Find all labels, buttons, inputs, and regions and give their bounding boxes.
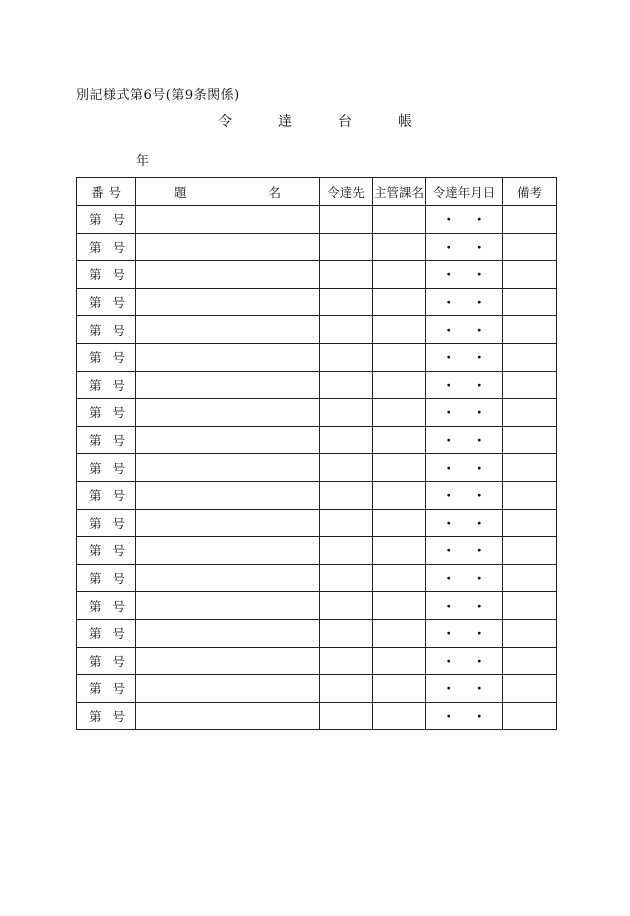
number-suffix: 号 xyxy=(112,295,125,311)
date-separator: ・ xyxy=(473,626,486,642)
table-row xyxy=(77,454,557,482)
table-row xyxy=(77,564,557,592)
number-prefix: 第 xyxy=(89,377,102,393)
header-row xyxy=(77,178,557,206)
date-separator: ・ xyxy=(442,239,455,255)
year-label: 年 xyxy=(136,154,150,169)
date-separator: ・ xyxy=(442,350,455,366)
number-suffix: 号 xyxy=(112,212,125,228)
remarks-cell[interactable] xyxy=(503,288,557,316)
table-row xyxy=(77,343,557,371)
date-separator: ・ xyxy=(473,681,486,697)
remarks-cell[interactable] xyxy=(503,261,557,289)
date-cell[interactable] xyxy=(426,592,503,620)
recipient-cell[interactable] xyxy=(320,399,373,427)
subject-cell[interactable] xyxy=(136,537,320,565)
title-char: 令 xyxy=(218,114,232,130)
number-cell[interactable] xyxy=(77,564,136,592)
date-separator: ・ xyxy=(473,322,486,338)
date-separator: ・ xyxy=(473,515,486,531)
table-row xyxy=(77,481,557,509)
recipient-cell[interactable] xyxy=(320,647,373,675)
date-separator: ・ xyxy=(473,239,486,255)
subject-cell[interactable] xyxy=(136,702,320,730)
number-prefix: 第 xyxy=(89,239,102,255)
number-cell[interactable] xyxy=(77,371,136,399)
column-header-recipient: 令達先 xyxy=(320,178,373,206)
table-row xyxy=(77,675,557,703)
date-separator: ・ xyxy=(442,433,455,449)
date-separator: ・ xyxy=(442,267,455,283)
date-separator: ・ xyxy=(442,295,455,311)
department-cell[interactable] xyxy=(373,619,426,647)
number-suffix: 号 xyxy=(112,653,125,669)
number-suffix: 号 xyxy=(112,350,125,366)
date-separator: ・ xyxy=(473,212,486,228)
number-cell[interactable] xyxy=(77,481,136,509)
date-separator: ・ xyxy=(473,488,486,504)
number-cell[interactable] xyxy=(77,343,136,371)
recipient-cell[interactable] xyxy=(320,343,373,371)
date-cell[interactable] xyxy=(426,481,503,509)
date-cell[interactable] xyxy=(426,233,503,261)
subject-cell[interactable] xyxy=(136,371,320,399)
ledger-table xyxy=(76,177,557,730)
subject-cell[interactable] xyxy=(136,343,320,371)
recipient-cell[interactable] xyxy=(320,537,373,565)
date-cell[interactable] xyxy=(426,316,503,344)
date-separator: ・ xyxy=(442,571,455,587)
date-separator: ・ xyxy=(473,543,486,559)
department-cell[interactable] xyxy=(373,261,426,289)
number-cell[interactable] xyxy=(77,619,136,647)
title-char: 達 xyxy=(278,114,292,130)
department-cell[interactable] xyxy=(373,675,426,703)
recipient-cell[interactable] xyxy=(320,509,373,537)
date-separator: ・ xyxy=(473,708,486,724)
header-number-char: 番 xyxy=(91,184,104,200)
number-prefix: 第 xyxy=(89,295,102,311)
department-cell[interactable] xyxy=(373,343,426,371)
number-cell[interactable] xyxy=(77,206,136,234)
number-prefix: 第 xyxy=(89,488,102,504)
date-cell[interactable] xyxy=(426,371,503,399)
remarks-cell[interactable] xyxy=(503,426,557,454)
date-separator: ・ xyxy=(442,322,455,338)
date-cell[interactable] xyxy=(426,509,503,537)
number-suffix: 号 xyxy=(112,433,125,449)
department-cell[interactable] xyxy=(373,509,426,537)
table-row xyxy=(77,647,557,675)
department-cell[interactable] xyxy=(373,426,426,454)
department-cell[interactable] xyxy=(373,454,426,482)
table-row xyxy=(77,206,557,234)
number-cell[interactable] xyxy=(77,592,136,620)
title-char: 台 xyxy=(338,114,352,130)
department-cell[interactable] xyxy=(373,537,426,565)
number-suffix: 号 xyxy=(112,708,125,724)
date-cell[interactable] xyxy=(426,399,503,427)
recipient-cell[interactable] xyxy=(320,454,373,482)
date-cell[interactable] xyxy=(426,647,503,675)
department-cell[interactable] xyxy=(373,288,426,316)
date-cell[interactable] xyxy=(426,426,503,454)
subject-cell[interactable] xyxy=(136,509,320,537)
number-cell[interactable] xyxy=(77,675,136,703)
remarks-cell[interactable] xyxy=(503,702,557,730)
remarks-cell[interactable] xyxy=(503,371,557,399)
remarks-cell[interactable] xyxy=(503,537,557,565)
number-cell[interactable] xyxy=(77,537,136,565)
date-cell[interactable] xyxy=(426,261,503,289)
header-subject-char: 名 xyxy=(268,184,281,200)
date-separator: ・ xyxy=(442,515,455,531)
number-suffix: 号 xyxy=(112,543,125,559)
number-prefix: 第 xyxy=(89,212,102,228)
number-cell[interactable] xyxy=(77,261,136,289)
subject-cell[interactable] xyxy=(136,288,320,316)
date-separator: ・ xyxy=(473,460,486,476)
recipient-cell[interactable] xyxy=(320,702,373,730)
recipient-cell[interactable] xyxy=(320,233,373,261)
department-cell[interactable] xyxy=(373,233,426,261)
subject-cell[interactable] xyxy=(136,206,320,234)
document-title xyxy=(218,111,412,131)
remarks-cell[interactable] xyxy=(503,675,557,703)
subject-cell[interactable] xyxy=(136,592,320,620)
department-cell[interactable] xyxy=(373,564,426,592)
date-separator: ・ xyxy=(442,653,455,669)
number-suffix: 号 xyxy=(112,239,125,255)
recipient-cell[interactable] xyxy=(320,316,373,344)
number-suffix: 号 xyxy=(112,598,125,614)
table-row xyxy=(77,261,557,289)
date-separator: ・ xyxy=(442,405,455,421)
column-header-department: 主管課名 xyxy=(373,178,426,206)
number-prefix: 第 xyxy=(89,708,102,724)
header-number-char: 号 xyxy=(108,184,121,200)
number-cell[interactable] xyxy=(77,399,136,427)
remarks-cell[interactable] xyxy=(503,619,557,647)
date-separator: ・ xyxy=(442,212,455,228)
date-separator: ・ xyxy=(442,681,455,697)
date-separator: ・ xyxy=(473,405,486,421)
number-prefix: 第 xyxy=(89,543,102,559)
date-separator: ・ xyxy=(473,433,486,449)
recipient-cell[interactable] xyxy=(320,675,373,703)
number-cell[interactable] xyxy=(77,647,136,675)
number-suffix: 号 xyxy=(112,322,125,338)
remarks-cell[interactable] xyxy=(503,647,557,675)
remarks-cell[interactable] xyxy=(503,233,557,261)
subject-cell[interactable] xyxy=(136,564,320,592)
column-header-subject xyxy=(136,178,320,206)
number-prefix: 第 xyxy=(89,598,102,614)
remarks-cell[interactable] xyxy=(503,481,557,509)
table-row xyxy=(77,316,557,344)
recipient-cell[interactable] xyxy=(320,592,373,620)
number-cell[interactable] xyxy=(77,233,136,261)
number-suffix: 号 xyxy=(112,460,125,476)
title-char: 帳 xyxy=(398,114,412,130)
table-row xyxy=(77,426,557,454)
header-subject-char: 題 xyxy=(174,184,187,200)
remarks-cell[interactable] xyxy=(503,399,557,427)
date-separator: ・ xyxy=(442,460,455,476)
number-suffix: 号 xyxy=(112,377,125,393)
number-cell[interactable] xyxy=(77,509,136,537)
remarks-cell[interactable] xyxy=(503,592,557,620)
table-row xyxy=(77,537,557,565)
column-header-remarks: 備考 xyxy=(503,178,557,206)
date-separator: ・ xyxy=(442,543,455,559)
number-prefix: 第 xyxy=(89,322,102,338)
number-suffix: 号 xyxy=(112,626,125,642)
subject-cell[interactable] xyxy=(136,233,320,261)
date-separator: ・ xyxy=(442,488,455,504)
number-suffix: 号 xyxy=(112,488,125,504)
number-prefix: 第 xyxy=(89,460,102,476)
date-cell[interactable] xyxy=(426,564,503,592)
table-row xyxy=(77,399,557,427)
number-cell[interactable] xyxy=(77,316,136,344)
subject-cell[interactable] xyxy=(136,454,320,482)
remarks-cell[interactable] xyxy=(503,316,557,344)
recipient-cell[interactable] xyxy=(320,288,373,316)
number-prefix: 第 xyxy=(89,405,102,421)
department-cell[interactable] xyxy=(373,481,426,509)
department-cell[interactable] xyxy=(373,206,426,234)
date-separator: ・ xyxy=(442,377,455,393)
recipient-cell[interactable] xyxy=(320,481,373,509)
number-cell[interactable] xyxy=(77,288,136,316)
date-separator: ・ xyxy=(473,267,486,283)
subject-cell[interactable] xyxy=(136,316,320,344)
date-cell[interactable] xyxy=(426,343,503,371)
date-cell[interactable] xyxy=(426,454,503,482)
number-suffix: 号 xyxy=(112,571,125,587)
ledger-body xyxy=(77,206,557,730)
subject-cell[interactable] xyxy=(136,675,320,703)
recipient-cell[interactable] xyxy=(320,261,373,289)
table-row xyxy=(77,371,557,399)
remarks-cell[interactable] xyxy=(503,206,557,234)
date-cell[interactable] xyxy=(426,288,503,316)
remarks-cell[interactable] xyxy=(503,454,557,482)
number-prefix: 第 xyxy=(89,515,102,531)
table-row xyxy=(77,702,557,730)
subject-cell[interactable] xyxy=(136,261,320,289)
department-cell[interactable] xyxy=(373,371,426,399)
remarks-cell[interactable] xyxy=(503,509,557,537)
date-separator: ・ xyxy=(473,598,486,614)
number-prefix: 第 xyxy=(89,433,102,449)
date-cell[interactable] xyxy=(426,702,503,730)
number-suffix: 号 xyxy=(112,405,125,421)
date-separator: ・ xyxy=(442,708,455,724)
number-prefix: 第 xyxy=(89,571,102,587)
number-cell[interactable] xyxy=(77,454,136,482)
date-cell[interactable] xyxy=(426,619,503,647)
number-prefix: 第 xyxy=(89,626,102,642)
subject-cell[interactable] xyxy=(136,619,320,647)
department-cell[interactable] xyxy=(373,647,426,675)
department-cell[interactable] xyxy=(373,592,426,620)
table-row xyxy=(77,233,557,261)
table-row xyxy=(77,619,557,647)
remarks-cell[interactable] xyxy=(503,343,557,371)
date-separator: ・ xyxy=(473,653,486,669)
table-row xyxy=(77,592,557,620)
date-cell[interactable] xyxy=(426,206,503,234)
date-separator: ・ xyxy=(442,626,455,642)
number-suffix: 号 xyxy=(112,681,125,697)
column-header-number xyxy=(77,178,136,206)
recipient-cell[interactable] xyxy=(320,426,373,454)
subject-cell[interactable] xyxy=(136,647,320,675)
form-reference: 別記様式第6号(第9条関係) xyxy=(76,88,240,103)
table-row xyxy=(77,288,557,316)
number-suffix: 号 xyxy=(112,267,125,283)
recipient-cell[interactable] xyxy=(320,564,373,592)
date-separator: ・ xyxy=(473,377,486,393)
date-cell[interactable] xyxy=(426,675,503,703)
number-suffix: 号 xyxy=(112,515,125,531)
number-prefix: 第 xyxy=(89,681,102,697)
date-separator: ・ xyxy=(473,350,486,366)
recipient-cell[interactable] xyxy=(320,619,373,647)
number-cell[interactable] xyxy=(77,702,136,730)
department-cell[interactable] xyxy=(373,399,426,427)
department-cell[interactable] xyxy=(373,316,426,344)
subject-cell[interactable] xyxy=(136,399,320,427)
number-prefix: 第 xyxy=(89,350,102,366)
recipient-cell[interactable] xyxy=(320,371,373,399)
recipient-cell[interactable] xyxy=(320,206,373,234)
department-cell[interactable] xyxy=(373,702,426,730)
number-prefix: 第 xyxy=(89,267,102,283)
date-separator: ・ xyxy=(442,598,455,614)
remarks-cell[interactable] xyxy=(503,564,557,592)
number-cell[interactable] xyxy=(77,426,136,454)
subject-cell[interactable] xyxy=(136,481,320,509)
column-header-date: 令達年月日 xyxy=(426,178,503,206)
date-cell[interactable] xyxy=(426,537,503,565)
number-prefix: 第 xyxy=(89,653,102,669)
date-separator: ・ xyxy=(473,295,486,311)
table-row xyxy=(77,509,557,537)
date-separator: ・ xyxy=(473,571,486,587)
subject-cell[interactable] xyxy=(136,426,320,454)
